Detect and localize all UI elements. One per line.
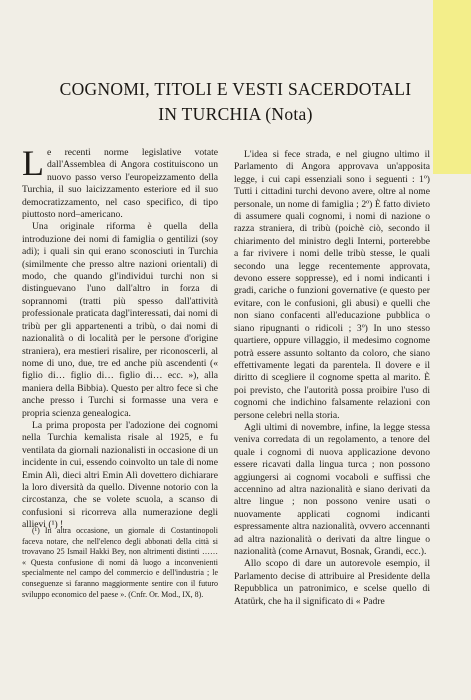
paragraph-5: Agli ultimi di novembre, infine, la legge stessa veniva corredata di un regolamento, a tenore del quale i cognomi di nuova applicazione devono essere ricavati dalla lingua turca ; non possono aggiungersi ai cognomi vocaboli e suffissi che accennino ad altra nazionalità e siano derivati da altre lingue ; non possono venire usati o nuovamente applicati cognomi indicanti espressamente altra nazionalità, ovvero accennanti ad altra nazionalità o derivati da altre lingue o nazionalità (come Arnavut, Bosnak, Grandi, ecc.). xyxy=(234,421,430,557)
left-column xyxy=(22,143,218,532)
paragraph-6: Allo scopo di dare un autorevole esempio, il Parlamento decise di attribuire al Presidente della Repubblica un patronimico, e scelse quello di Atatürk, che ha il significato di « Padre xyxy=(234,558,430,607)
drop-cap: L xyxy=(22,143,44,183)
paragraph-2: Una originale riforma è quella della introduzione dei nomi di famiglia o gentilizi (soy adi); i quali sin qui erano sconosciuti in Turchia (similmente che presso altre nazioni orientali) di modo, che quando gl'individui turchi non si distinguevano l'uno dall'altro in forza di soprannomi (tratti più spesso dall'attività professionale praticata dagl'interessati, dai nomi di tribù per gli appartenenti a tribù, o dai nomi di nazionalità o di località per le persone d'origine straniera), era mestieri risalire, per riconoscerli, al nome di uno, due, tre ed anche più ascendenti (« figlio di… figlio di… figlio di… ecc. »), alla maniera della Bibbia). Questo per altro fece sì che anche presso i Turchi si formasse una vera e propria scienza genealogica. xyxy=(22,221,218,419)
paragraph-3: La prima proposta per l'adozione dei cognomi nella Turchia kemalista risale al 1925, e fu ventilata da giornali nazionalisti in occasione di un incidente in cui, essendo coinvolto un tale di nome Emin Alì, dieci altri Emin Alì dovettero dichiarare la loro diversità da quello. Divenne notorio con la circostanza, che se volete scuola, a scanso di confusioni si ricorreva alla numerazione degli allievi (¹) ! xyxy=(22,419,218,531)
footnote-1: (¹) In altra occasione, un giornale di Costantinopoli faceva notare, che nell'elenco degli abbonati della città si trovavano 25 Ismail Hakki Bey, non altrimenti distinti …… « Questa confusione di nomi dà luogo a inconvenienti specialmente nel campo del commercio e dell'industria ; le conseguenze si faranno maggiormente sentire con il futuro sviluppo economico del paese ». (Cnfr. Or. Mod., IX, 8). xyxy=(22,526,218,599)
right-column xyxy=(234,149,430,608)
paragraph-1-text: e recenti norme legislative votate dall'Assemblea di Angora costituiscono un nuovo passo verso l'europeizzamento della Turchia, il suo laicizzamento esteriore ed il suo democratizzamento, nel caso specifico, di tipo piuttosto nord–americano. xyxy=(22,147,218,221)
paragraph-1 xyxy=(22,143,218,221)
article-title: COGNOMI, TITOLI E VESTI SACERDOTALI xyxy=(59,79,412,99)
article-title-line2: IN TURCHIA (Nota) xyxy=(158,104,313,124)
footnote xyxy=(22,526,218,600)
paragraph-4: L'idea si fece strada, e nel giugno ultimo il Parlamento di Angora approvava un'apposita legge, i cui capi essenziali sono i seguenti : 1º) Tutti i cittadini turchi devono avere, oltre al nome personale, un nome di famiglia ; 2º) È fatto divieto di assumere quali cognomi, i nomi di nazione o razza straniera, di tribù (poichè ciò, secondo il chiarimento del ministro degli Interni, porterebbe a far rivivere i nomi delle tribù stesse, le quali secondo una legge recentemente approvata, devono essere soppresse), ed i nomi indicanti i gradi, cariche o funzioni governative (e questo per evitare, con le confusioni, gli abusi) e quelli che non siano confacenti all'educazione pubblica o siano ripugnanti o ridicoli ; 3º) In uno stesso quartiere, oppure villaggio, il medesimo cognome potrà essere assunto soltanto da coloro, che siano effettivamente legati da parentela. Il dovere e il diritto di scegliere il cognome spetta al marito. È poi previsto, che l'autorità possa proibire l'uso di cognomi che indichino falsamente relazioni con persone celebri nella storia. xyxy=(234,149,430,421)
